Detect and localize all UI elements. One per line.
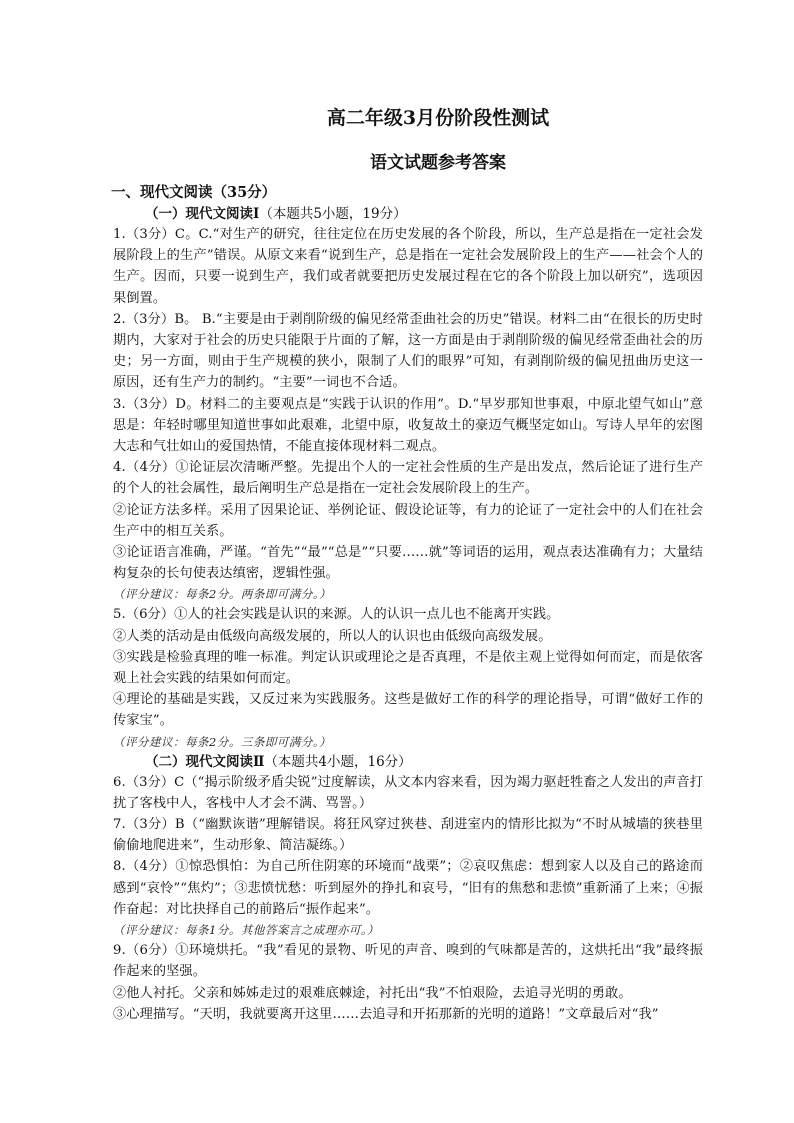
part2-heading — [113, 752, 703, 772]
part1-title: （一）现代文阅读Ⅰ — [145, 206, 260, 222]
answer-q9-point3: ③心理描写。“天明，我就要离开这里……去追寻和开拓那新的光明的道路！”文章最后对“我” — [113, 1006, 659, 1022]
answer-q4-point1: 4.（4分）①论证层次清晰严整。先提出个人的一定社会性质的生产是出发点，然后论证了进行生产的个人的社会属性，最后阐明生产总是指在一定社会发展阶段上的生产。 — [113, 460, 703, 497]
answer-q4-point3: ③论证语言准确，严谨。“首先”“最”“总是”“只要……就”等词语的运用，观点表达准确有力；大量结构复杂的长句使表达缜密，逻辑性强。 — [113, 545, 703, 582]
answer-q4-point2: ②论证方法多样。采用了因果论证、举例论证、假设论证等，有力的论证了一定社会中的人们在社会生产中的相互关系。 — [113, 502, 703, 539]
answer-q5-point3: ③实践是检验真理的唯一标准。判定认识或理论之是否真理，不是依主观上觉得如何而定，而是依客观上社会实践的结果如何而定。 — [113, 649, 703, 687]
section-heading-modern-reading: 一、现代文阅读（35分） — [111, 184, 277, 201]
answer-q9-point1: 9.（6分）①环境烘托。“我”看见的景物、听见的声音、嗅到的气味都是苦的，这烘托出“我”最终振作起来的坚强。 — [113, 943, 703, 980]
page-subtitle: 语文试题参考答案 — [370, 153, 506, 173]
part2-note: （本题共4小题，16分） — [264, 753, 412, 770]
answer-q7: 7.（3分）B（“幽默诙谐”理解错误。将狂风穿过狭巷、刮进室内的情形比拟为“不时从城墙的狭巷里偷偷地爬进来”，生动形象、简洁凝练。） — [113, 817, 703, 854]
answer-q6: 6.（3分）C（“揭示阶级矛盾尖锐”过度解读，从文本内容来看，因为竭力驱赶牲畜之人发出的声音打扰了客栈中人，客栈中人才会不满、骂詈。） — [113, 774, 703, 811]
scoring-note-q4: （评分建议：每条2分。两条即可满分。） — [113, 587, 332, 602]
answer-q5-point4: ④理论的基础是实践，又反过来为实践服务。这些是做好工作的科学的理论指导，可谓“做好工作的传家宝”。 — [113, 692, 703, 729]
scoring-note-q5: （评分建议：每条2分。三条即可满分。） — [113, 734, 332, 749]
answer-q8: 8.（4分）①惊恐惧怕：为自己所住阴寒的环境而“战栗”；②哀叹焦虑：想到家人以及自己的路途而感到“哀怜”“焦灼”；③悲愤忧愁：听到屋外的挣扎和哀号，“旧有的焦愁和悲愤”重新涌了上来；④振作奋起：对比抉择自己的前路后“振作起来”。 — [113, 859, 703, 917]
answer-q2: 2.（3分）B。 B.“主要是由于剥削阶级的偏见经常歪曲社会的历史”错误。材料二由“在很长的历史时期内，大家对于社会的历史只能限于片面的了解，这一方面是由于剥削阶级的偏见经常歪曲社会的历史；另一方面，则由于生产规模的狭小，限制了人们的眼界”可知，有剥削阶级的偏见扭曲历史这一原因，还有生产力的制约。“主要”一词也不合适。 — [113, 311, 703, 391]
scoring-note-q8: （评分建议：每条1分。其他答案言之成理亦可。） — [113, 923, 380, 938]
answer-q5-point2: ②人类的活动是由低级向高级发展的，所以人的认识也由低级向高级发展。 — [113, 628, 552, 644]
answer-q3: 3.（3分）D。材料二的主要观点是“实践于认识的作用”。D.“早岁那知世事艰，中原北望气如山”意思是：年轻时哪里知道世事如此艰难，北望中原，收复故土的豪迈气概坚定如山。写诗人早年的宏图大志和气壮如山的爱国热情，不能直接体现材料二观点。 — [113, 396, 703, 455]
answer-q9-point2: ②他人衬托。父亲和姊姊走过的艰难底棘途，衬托出“我”不怕艰险，去追寻光明的勇敢。 — [113, 985, 632, 1001]
answer-document — [113, 100, 703, 1025]
page-title: 高二年级3月份阶段性测试 — [326, 107, 550, 129]
answer-q5-point1: 5.（6分）①人的社会实践是认识的来源。人的认识一点儿也不能离开实践。 — [113, 607, 560, 623]
answer-q1: 1.（3分）C。C.“对生产的研究，往往定位在历史发展的各个阶段，所以，生产总是指在一定社会发展阶段上的生产”错误。从原文来看“说到生产，总是指在一定社会发展阶段上的生产——社会个人的生产。因而，只要一说到生产，我们或者就要把历史发展过程在它的各个阶段上加以研究”，选项因果倒置。 — [113, 227, 703, 306]
part1-heading — [113, 204, 703, 224]
part1-note: （本题共5小题，19分） — [259, 206, 407, 222]
part2-title: （二）现代文阅读Ⅱ — [145, 753, 265, 770]
